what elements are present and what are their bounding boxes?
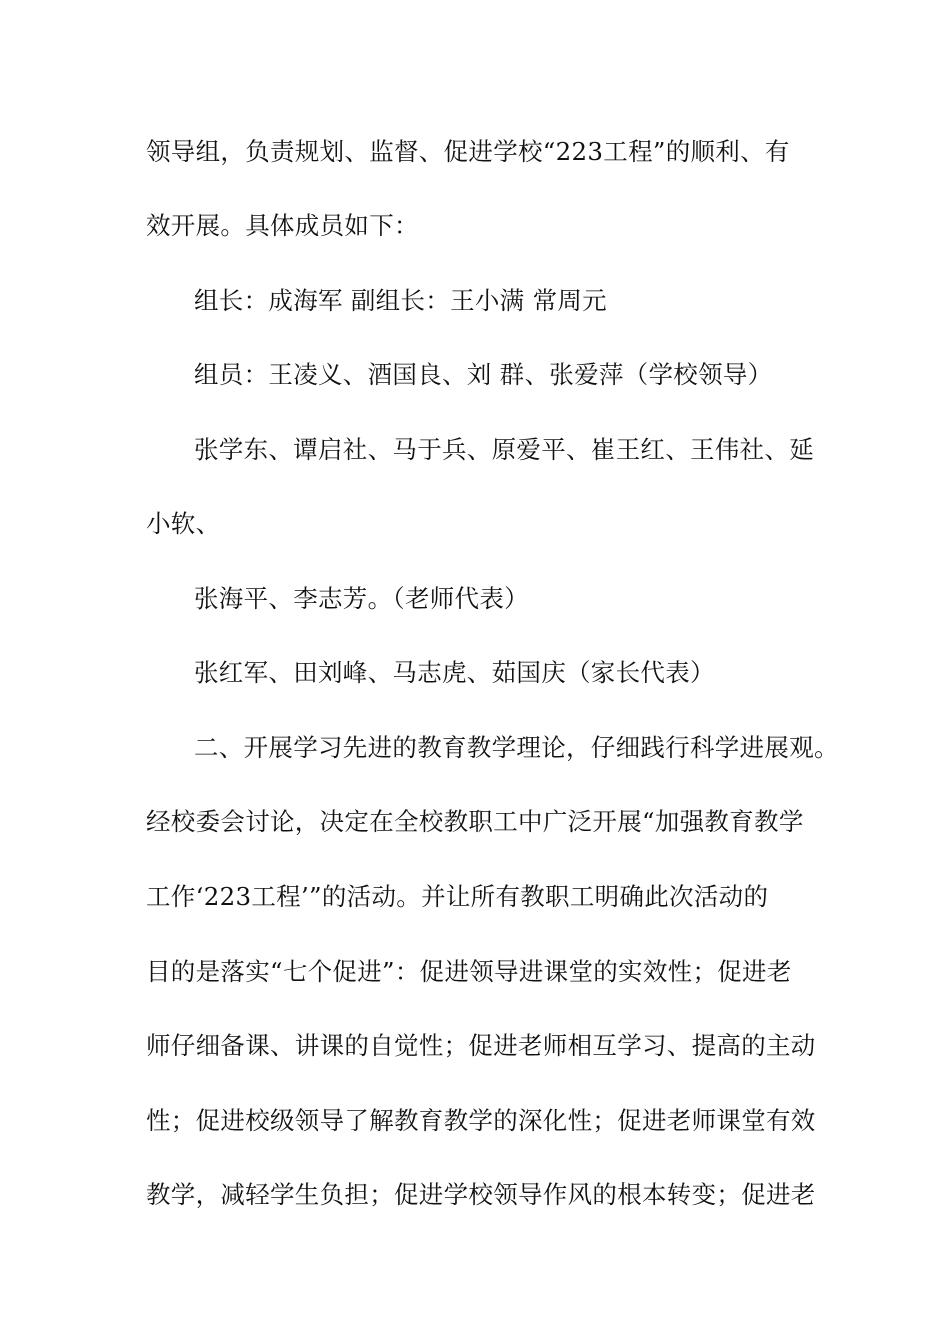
section-heading: 二、开展学习先进的教育教学理论，仔细践行科学进展观。 [194, 733, 839, 762]
text-line: 教学，减轻学生负担；促进学校领导作风的根本转变；促进老 [146, 1180, 816, 1209]
text-line: 小软、 [146, 509, 221, 538]
text-line: 组员：王凌义、酒国良、刘 群、张爱萍（学校领导） [194, 360, 773, 389]
text-line: 组长：成海军 副组长：王小满 常周元 [194, 286, 607, 315]
text-line: 工作‘223工程’”的活动。并让所有教职工明确此次活动的 [146, 882, 769, 911]
text-line: 张红军、田刘峰、马志虎、茹国庆（家长代表） [194, 658, 715, 687]
text-line: 性；促进校级领导了解教育教学的深化性；促进老师课堂有效 [146, 1106, 816, 1135]
text-line: 经校委会讨论，决定在全校教职工中广泛开展“加强教育教学 [146, 807, 804, 836]
text-line: 效开展。具体成员如下： [146, 211, 419, 240]
text-line: 师仔细备课、讲课的自觉性；促进老师相互学习、提高的主动 [146, 1031, 816, 1060]
text-line: 领导组，负责规划、监督、促进学校“223工程”的顺利、有 [146, 137, 790, 166]
text-line: 张海平、李志芳。（老师代表） [194, 584, 529, 613]
text-line: 目的是落实“七个促进”：促进领导进课堂的实效性；促进老 [146, 957, 792, 986]
text-line: 张学东、谭启社、马于兵、原爱平、崔王红、王伟社、延 [194, 435, 814, 464]
